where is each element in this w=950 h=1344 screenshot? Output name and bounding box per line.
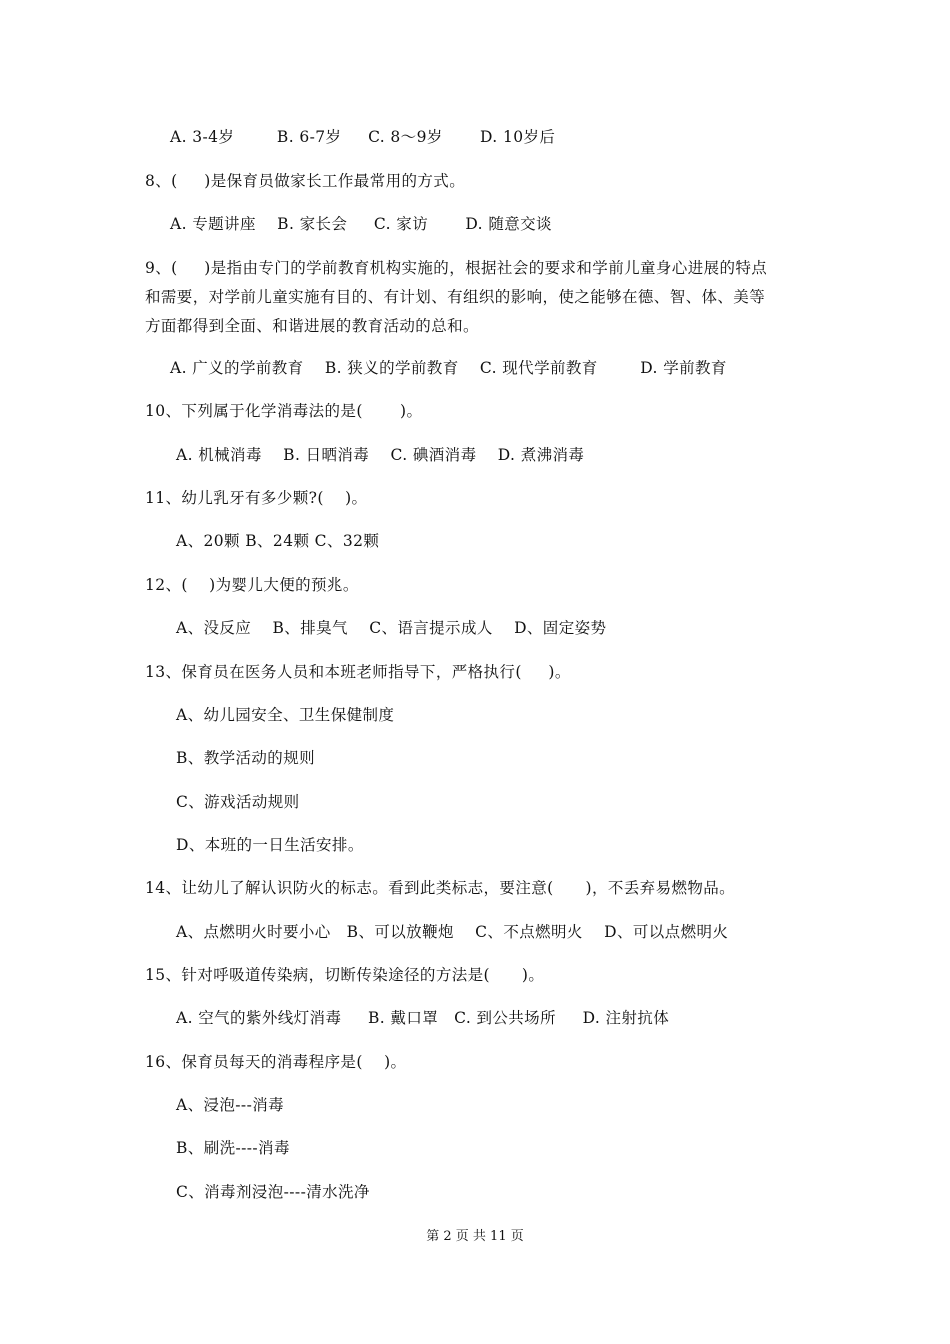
question-16-option-b: B、刷洗----消毒: [176, 1139, 290, 1157]
question-9-stem-line-3: 方面都得到全面、和谐进展的教育活动的总和。: [145, 317, 479, 335]
question-13-option-a: A、幼儿园安全、卫生保健制度: [176, 706, 395, 724]
question-13-stem: 13、保育员在医务人员和本班老师指导下，严格执行( )。: [145, 663, 571, 681]
question-7-options: A. 3-4岁 B. 6-7岁 C. 8～9岁 D. 10岁后: [170, 128, 556, 146]
question-16-stem: 16、保育员每天的消毒程序是( )。: [145, 1053, 407, 1071]
question-10-stem: 10、下列属于化学消毒法的是( )。: [145, 402, 423, 420]
question-9-stem-line-2: 和需要，对学前儿童实施有目的、有计划、有组织的影响，使之能够在德、智、体、美等: [145, 288, 766, 306]
question-13-option-d: D、本班的一日生活安排。: [176, 836, 364, 854]
question-10-options: A. 机械消毒 B. 日晒消毒 C. 碘酒消毒 D. 煮沸消毒: [176, 446, 585, 464]
question-8-options: A. 专题讲座 B. 家长会 C. 家访 D. 随意交谈: [170, 215, 552, 233]
question-12-options: A、没反应 B、排臭气 C、语言提示成人 D、固定姿势: [176, 619, 607, 637]
question-16-option-a: A、浸泡---消毒: [176, 1096, 285, 1114]
question-8-stem: 8、( )是保育员做家长工作最常用的方式。: [145, 172, 466, 190]
question-14-stem: 14、让幼儿了解认识防火的标志。看到此类标志，要注意( )，不丢弃易燃物品。: [145, 879, 736, 897]
question-12-stem: 12、( )为婴儿大便的预兆。: [145, 576, 359, 594]
page-footer: 第 2 页 共 11 页: [426, 1229, 524, 1244]
question-13-option-c: C、游戏活动规则: [176, 793, 300, 811]
question-9-stem-line-1: 9、( )是指由专门的学前教育机构实施的，根据社会的要求和学前儿童身心进展的特点: [145, 259, 768, 277]
question-11-stem: 11、幼儿乳牙有多少颗?( )。: [145, 489, 368, 507]
question-13-option-b: B、教学活动的规则: [176, 749, 315, 767]
question-9-options: A. 广义的学前教育 B. 狭义的学前教育 C. 现代学前教育 D. 学前教育: [170, 359, 727, 377]
question-14-options: A、点燃明火时要小心 B、可以放鞭炮 C、不点燃明火 D、可以点燃明火: [176, 923, 729, 941]
question-16-option-c: C、消毒剂浸泡----清水洗净: [176, 1183, 370, 1201]
question-15-options: A. 空气的紫外线灯消毒 B. 戴口罩 C. 到公共场所 D. 注射抗体: [176, 1009, 670, 1027]
question-15-stem: 15、针对呼吸道传染病，切断传染途径的方法是( )。: [145, 966, 545, 984]
question-11-options: A、20颗 B、24颗 C、32颗: [176, 532, 380, 550]
